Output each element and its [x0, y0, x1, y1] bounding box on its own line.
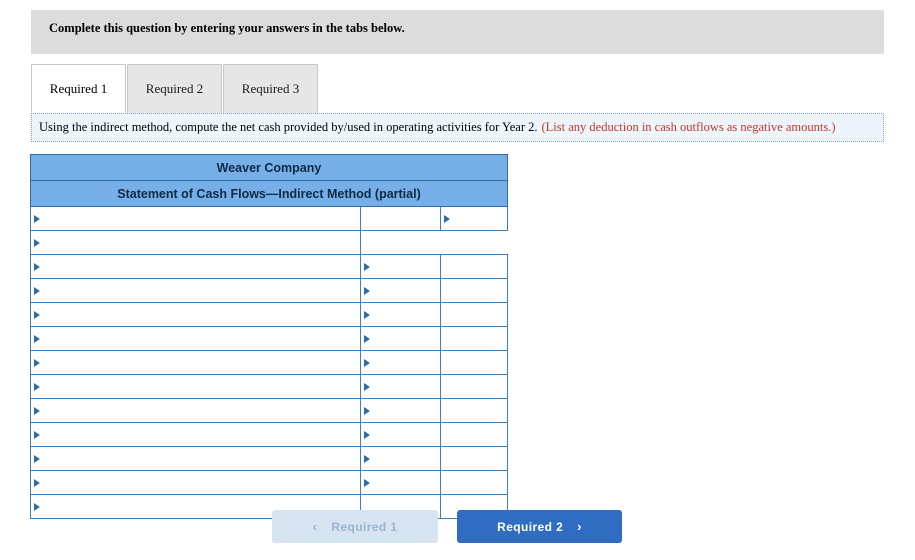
- statement-subtitle: Statement of Cash Flows—Indirect Method (partial): [31, 181, 508, 207]
- row-label-cell[interactable]: [31, 231, 361, 255]
- row-right-cell[interactable]: [441, 375, 508, 399]
- row-right-input[interactable]: [441, 471, 507, 494]
- dropdown-caret-icon: [364, 455, 370, 463]
- dropdown-caret-icon: [34, 335, 40, 343]
- dropdown-caret-icon: [34, 431, 40, 439]
- next-required-button[interactable]: [457, 510, 622, 543]
- row-mid-cell[interactable]: [361, 327, 441, 351]
- table-row: [31, 471, 508, 495]
- row-mid-input[interactable]: [361, 255, 440, 278]
- dropdown-caret-icon: [364, 311, 370, 319]
- dropdown-caret-icon: [364, 383, 370, 391]
- row-right-cell-empty: [441, 231, 508, 255]
- row-label-input[interactable]: [31, 351, 360, 374]
- tab-required-1[interactable]: [31, 64, 126, 113]
- row-right-cell[interactable]: [441, 255, 508, 279]
- row-label-input[interactable]: [31, 375, 360, 398]
- requirement-tabs: [31, 64, 319, 113]
- dropdown-caret-icon: [34, 455, 40, 463]
- tab-required-2-label: Required 2: [145, 81, 204, 96]
- row-label-input[interactable]: [31, 327, 360, 350]
- row-mid-input[interactable]: [361, 303, 440, 326]
- row-label-input[interactable]: [31, 447, 360, 470]
- row-right-input[interactable]: [441, 303, 507, 326]
- table-row: [31, 375, 508, 399]
- dropdown-caret-icon: [34, 503, 40, 511]
- dropdown-caret-icon: [34, 359, 40, 367]
- row-mid-cell[interactable]: [361, 207, 441, 231]
- row-mid-cell[interactable]: [361, 255, 441, 279]
- row-label-input[interactable]: [31, 423, 360, 446]
- row-mid-cell[interactable]: [361, 303, 441, 327]
- dropdown-caret-icon: [364, 407, 370, 415]
- table-row: [31, 399, 508, 423]
- dropdown-caret-icon: [34, 311, 40, 319]
- row-mid-cell[interactable]: [361, 447, 441, 471]
- row-mid-input[interactable]: [361, 423, 440, 446]
- row-mid-cell[interactable]: [361, 375, 441, 399]
- row-mid-input[interactable]: [361, 207, 440, 230]
- row-right-cell[interactable]: [441, 279, 508, 303]
- question-strip: [31, 113, 884, 142]
- dropdown-caret-icon: [34, 407, 40, 415]
- statement-company-title: Weaver Company: [31, 155, 508, 181]
- row-right-cell[interactable]: [441, 327, 508, 351]
- row-label-cell[interactable]: [31, 303, 361, 327]
- row-right-cell[interactable]: [441, 447, 508, 471]
- row-label-input[interactable]: [31, 207, 360, 230]
- row-right-input[interactable]: [441, 327, 507, 350]
- row-mid-input[interactable]: [361, 351, 440, 374]
- dropdown-caret-icon: [364, 335, 370, 343]
- row-label-cell[interactable]: [31, 207, 361, 231]
- row-label-cell[interactable]: [31, 399, 361, 423]
- row-right-input[interactable]: [441, 399, 507, 422]
- question-hint: (List any deduction in cash outflows as negative amounts.): [541, 120, 836, 134]
- dropdown-caret-icon: [364, 287, 370, 295]
- row-label-cell[interactable]: [31, 471, 361, 495]
- dropdown-caret-icon: [364, 479, 370, 487]
- row-label-input[interactable]: [31, 255, 360, 278]
- dropdown-caret-icon: [34, 479, 40, 487]
- table-row: [31, 207, 508, 231]
- row-label-input[interactable]: [31, 399, 360, 422]
- row-mid-input[interactable]: [361, 327, 440, 350]
- row-mid-cell[interactable]: [361, 351, 441, 375]
- row-right-cell[interactable]: [441, 303, 508, 327]
- row-label-cell[interactable]: [31, 279, 361, 303]
- row-right-cell[interactable]: [441, 399, 508, 423]
- tab-required-1-label: Required 1: [49, 80, 108, 96]
- row-mid-cell[interactable]: [361, 423, 441, 447]
- row-right-cell[interactable]: [441, 207, 508, 231]
- instruction-banner: [31, 10, 884, 54]
- row-right-input[interactable]: [441, 207, 507, 230]
- tab-required-3[interactable]: [223, 64, 318, 113]
- row-right-input[interactable]: [441, 255, 507, 278]
- row-mid-input[interactable]: [361, 447, 440, 470]
- dropdown-caret-icon: [34, 287, 40, 295]
- chevron-right-icon: ›: [577, 519, 582, 534]
- dropdown-caret-icon: [34, 263, 40, 271]
- row-label-cell[interactable]: [31, 255, 361, 279]
- row-mid-cell[interactable]: [361, 279, 441, 303]
- row-right-input[interactable]: [441, 279, 507, 302]
- table-row: [31, 351, 508, 375]
- dropdown-caret-icon: [444, 215, 450, 223]
- table-row: [31, 279, 508, 303]
- row-mid-cell[interactable]: [361, 471, 441, 495]
- tab-required-2[interactable]: [127, 64, 222, 113]
- row-mid-cell[interactable]: [361, 399, 441, 423]
- question-text: Using the indirect method, compute the net cash provided by/used in operating activities for Year 2.: [39, 120, 538, 134]
- cash-flow-statement-table: [30, 154, 508, 519]
- navigation-buttons: [272, 510, 622, 543]
- row-mid-input[interactable]: [361, 279, 440, 302]
- table-row: [31, 255, 508, 279]
- row-label-cell[interactable]: [31, 375, 361, 399]
- row-right-input[interactable]: [441, 447, 507, 470]
- dropdown-caret-icon: [34, 239, 40, 247]
- chevron-left-icon: ‹: [312, 519, 318, 534]
- next-required-label: Required 2: [497, 519, 564, 534]
- table-row: [31, 423, 508, 447]
- prev-required-button[interactable]: [272, 510, 438, 543]
- row-label-cell[interactable]: [31, 447, 361, 471]
- row-right-input[interactable]: [441, 423, 507, 446]
- statement-body: [31, 207, 508, 519]
- table-row: [31, 447, 508, 471]
- row-label-cell[interactable]: [31, 327, 361, 351]
- row-label-input[interactable]: [31, 279, 360, 302]
- row-label-input[interactable]: [31, 303, 360, 326]
- row-label-input[interactable]: [31, 231, 360, 254]
- row-mid-input[interactable]: [361, 471, 440, 494]
- row-label-input[interactable]: [31, 471, 360, 494]
- dropdown-caret-icon: [364, 431, 370, 439]
- row-right-cell[interactable]: [441, 351, 508, 375]
- dropdown-caret-icon: [364, 359, 370, 367]
- row-label-cell[interactable]: [31, 351, 361, 375]
- row-right-cell[interactable]: [441, 423, 508, 447]
- row-mid-cell-empty: [361, 231, 441, 255]
- prev-required-label: Required 1: [331, 519, 398, 534]
- row-right-cell[interactable]: [441, 471, 508, 495]
- dropdown-caret-icon: [364, 263, 370, 271]
- table-row: [31, 327, 508, 351]
- row-right-input[interactable]: [441, 375, 507, 398]
- dropdown-caret-icon: [34, 215, 40, 223]
- dropdown-caret-icon: [34, 383, 40, 391]
- row-right-input[interactable]: [441, 351, 507, 374]
- instruction-banner-text: Complete this question by entering your answers in the tabs below.: [49, 21, 405, 35]
- table-row: [31, 303, 508, 327]
- table-row: [31, 231, 508, 255]
- tab-required-3-label: Required 3: [241, 81, 300, 96]
- row-label-cell[interactable]: [31, 423, 361, 447]
- row-mid-input[interactable]: [361, 399, 440, 422]
- row-mid-input[interactable]: [361, 375, 440, 398]
